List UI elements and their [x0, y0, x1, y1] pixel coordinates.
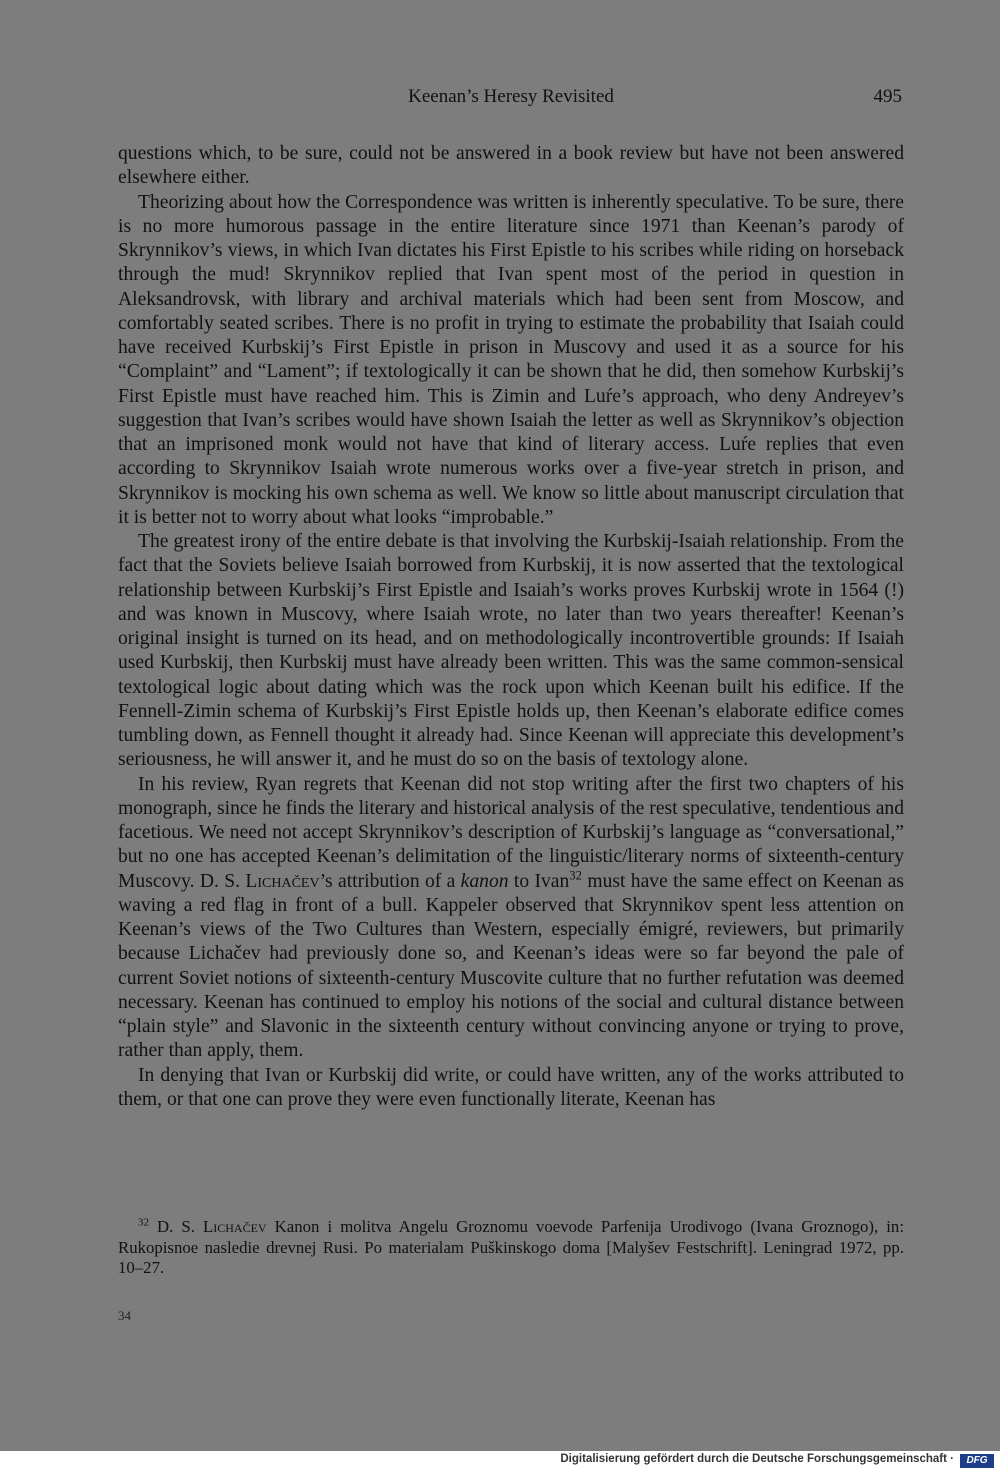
footnote-32 [118, 1217, 904, 1279]
page-number: 495 [873, 86, 902, 107]
footnote-reference-32: 32 [569, 867, 583, 882]
running-title: Keenan’s Heresy Revisited [408, 86, 614, 107]
author-name-lichacev: Lichačev [245, 870, 320, 892]
footnote-paragraph [118, 1217, 904, 1279]
footnote-number: 32 [138, 1216, 149, 1229]
paragraph-2: Theorizing about how the Correspondence was written is inherently speculative. To be sure, there is no more humorous passage in the entire literature since 1971 than Keenan’s parody of Skrynnikov’s views, in which Ivan dictates his First Epistle to his scribes while riding on horseback through the mud! Skrynnikov replied that Ivan spent most of the period in question in Aleksandrovsk, with library and archival materials which had been sent from Moscow, and comfortably seated scribes. There is no profit in trying to estimate the probability that Isaiah could have received Kurbskij’s First Epistle in prison in Muscovy and used it as a source for his “Complaint” and “Lament”; if textologically it can be shown that he did, then somehow Kurbskij’s First Epistle must have reached him. This is Zimin and Luŕe’s approach, who deny Andreyev’s suggestion that Ivan’s scribes would have shown Isaiah the letter as well as Skrynnikov’s objection that an imprisoned monk would not have that kind of literary access. Luŕe replies that even according to Skrynnikov Isaiah wrote numerous works over a five-year stretch in prison, and Skrynnikov is mocking his own schema as well. We know so little about manuscript circulation that it is better not to worry about what looks “improbable.” [118, 191, 904, 528]
footnote-author: Lichačev [203, 1217, 267, 1236]
paragraph-4-text-c: to Ivan [508, 870, 570, 892]
paragraph-1: questions which, to be sure, could not be answered in a book review but have not been answered elsewhere either. [118, 143, 904, 189]
paragraph-4-text-d: must have the same effect on Keenan as waving a red flag in front of a bull. Kappeler observed that Skrynnikov spent less attention on Keenan’s views of the Two Cultures than Western, especially émigré, reviewers, but primarily because Lichačev had previously done so, and Keenan’s ideas were so far beyond the pale of current Soviet notions of sixteenth-century Muscovite culture that no further refutation was deemed necessary. Keenan has continued to employ his notions of the social and cultural distance between “plain style” and Slavonic in the sixteenth century without convincing anyone or trying to prove, rather than apply, them. [118, 870, 904, 1062]
running-head [118, 86, 904, 112]
paragraph-3: The greatest irony of the entire debate is that involving the Kurbskij-Isaiah relationship. From the fact that the Soviets believe Isaiah borrowed from Kurbskij, it is now asserted that the textological relationship between Kurbskij’s First Epistle and Isaiah’s works proves Kurbskij wrote in 1564 (!) and was known in Muscovy, where Isaiah wrote, no later than two years thereafter! Keenan’s original insight is turned on its head, and on methodologically incontrovertible grounds: If Isaiah used Kurbskij, then Kurbskij must have already been written. This was the same common-sensical textological logic about dating which was the rock upon which Keenan built his edifice. If the Fennell-Zimin schema of Kurbskij’s First Epistle holds up, then Keenan’s elaborate edifice comes tumbling down, as Fennell thought it already had. Since Keenan will appreciate this development’s seriousness, he will answer it, and he must do so on the basis of textology alone. [118, 531, 904, 771]
paragraph-4 [118, 773, 904, 1064]
digitization-notice: Digitalisierung gefördert durch die Deutsche Forschungsgemeinschaft · [560, 1453, 954, 1465]
digitization-notice-bar [0, 1451, 1000, 1470]
paragraph-4-text-b: ’s attribution of a [319, 870, 461, 892]
footnote-prefix: D. S. [148, 1217, 203, 1236]
footnote-citation: Kanon i molitva Angelu Groznomu voevode Parfenija Urodivogo (Ivana Groznogo), in: Rukopisnoe nasledie drevnej Rusi. Po materialam Puškinskogo doma [Malyšev Festschrift]. Leningrad 1972, pp. 10–27. [118, 1217, 904, 1277]
dfg-logo: DFG [960, 1454, 994, 1468]
term-kanon: kanon [460, 870, 509, 892]
paragraph-4-text-a: In his review, Ryan regrets that Keenan did not stop writing after the first two chapters of his monograph, since he finds the literary and historical analysis of the rest speculative, tendentious and facetious. We need not accept Skrynnikov’s description of Kurbskij’s language as “conversational,” but no one has accepted Keenan’s delimitation of the linguistic/literary norms of sixteenth-century Muscovy. D. S. [118, 773, 904, 892]
paragraph-5: In denying that Ivan or Kurbskij did write, or could have written, any of the works attributed to them, or that one can prove they were even functionally literate, Keenan has [118, 1064, 904, 1110]
body-text [118, 142, 904, 1112]
signature-mark: 34 [118, 1308, 131, 1323]
